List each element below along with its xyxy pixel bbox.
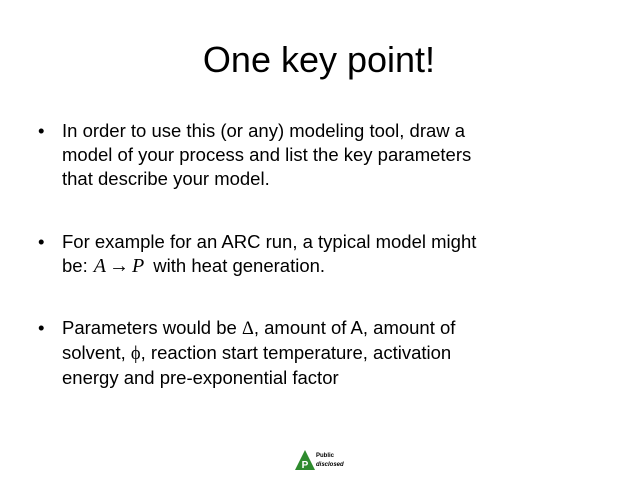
bullet-text [62,316,582,390]
line-suffix: , amount of A, amount of [253,317,456,338]
logo-word-public: Public [316,453,335,459]
bullet-dot: • [38,317,45,338]
bullet-dot: • [38,120,45,141]
line-prefix: Parameters would be [62,317,237,338]
product: P [131,255,145,277]
logo-triangle-icon [295,450,315,470]
slide-title: One key point! [202,39,436,80]
bullet-line: model of your process and list the key parameters [62,144,472,165]
bullet-line: For example for an ARC run, a typical model might [62,231,477,252]
bullet-line: energy and pre-exponential factor [62,367,339,388]
logo-word-disclosed: disclosed [316,462,344,468]
delta-symbol: Δ [241,319,254,339]
bullet-line [62,316,582,341]
public-disclosed-logo [295,450,355,472]
line-suffix: , reaction start temperature, activation [140,342,452,363]
bullet-line [62,254,582,278]
line-prefix: solvent, [62,342,126,363]
logo-letter: P [301,460,309,470]
bullet-dot: • [38,231,45,252]
phi-symbol: ϕ [130,344,141,364]
bullet-line [62,341,582,366]
line-suffix: with heat generation. [153,255,326,276]
reaction-equation [88,255,148,277]
bullet-line: In order to use this (or any) modeling tool, draw a [62,120,466,141]
bullet-text [62,230,582,278]
bullet-line: that describe your model. [62,168,270,189]
line-prefix: be: [62,255,88,276]
reactant: A [93,255,106,277]
arrow-right-icon: → [108,255,129,277]
bullet-text [62,119,582,191]
